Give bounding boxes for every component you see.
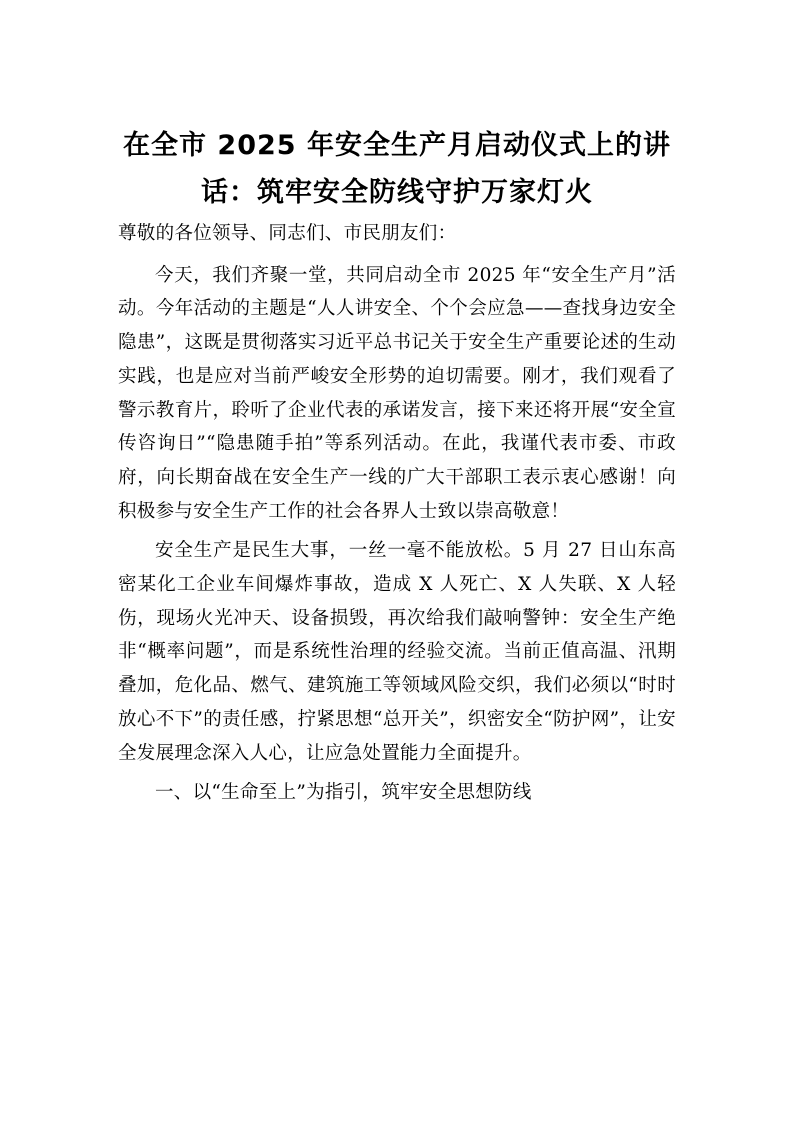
paragraph-opening: 今天，我们齐聚一堂，共同启动全市 2025 年“安全生产月”活动。今年活动的主题是“人人讲安全、个个会应急——查找身边安全隐患”，这既是贯彻落实习近平总书记关于安全生产重要论述的生动实践，也是应对当前严峻安全形势的迫切需要。刚才，我们观看了警示教育片，聆听了企业代表的承诺发言，接下来还将开展“安全宣传咨询日”“隐患随手拍”等系列活动。在此，我谨代表市委、市政府，向长期奋战在安全生产一线的广大干部职工表示衷心感谢！向积极参与安全生产工作的社会各界人士致以崇高敬意！ [118,264,676,522]
document-body [118,217,676,810]
paragraph-safety-context: 安全生产是民生大事，一丝一毫不能放松。5 月 27 日山东高密某化工企业车间爆炸事故，造成 X 人死亡、X 人失联、X 人轻伤，现场火光冲天、设备损毁，再次给我们敲响警钟：安全生产绝非“概率问题”，而是系统性治理的经验交流。当前正值高温、汛期叠加，危化品、燃气、建筑施工等领域风险交织，我们必须以“时时放心不下”的责任感，拧紧思想“总开关”，织密安全“防护网”，让安全发展理念深入人心，让应急处置能力全面提升。 [118,540,676,764]
salutation: 尊敬的各位领导、同志们、市民朋友们： [118,223,457,244]
section-heading-1: 一、以“生命至上”为指引，筑牢安全思想防线 [155,782,532,804]
title-line-2: 话：筑牢安全防线守护万家灯火 [201,177,593,208]
document-title [112,122,682,216]
title-line-1: 在全市 2025 年安全生产月启动仪式上的讲 [123,130,671,161]
